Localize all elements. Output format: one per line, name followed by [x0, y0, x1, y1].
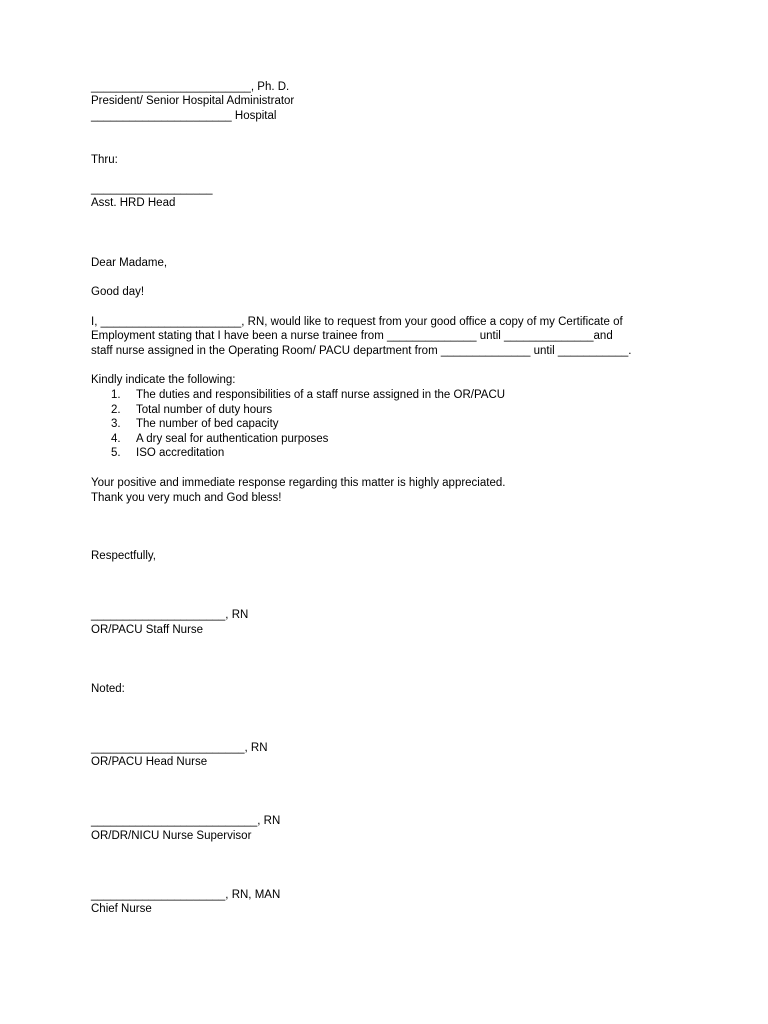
list-item: 1. The duties and responsibilities of a staff nurse assigned in the OR/PACU	[111, 389, 506, 401]
respectfully: Respectfully,	[91, 550, 156, 562]
list-item: 3. The number of bed capacity	[111, 418, 279, 430]
noted-label: Noted:	[91, 683, 125, 695]
thru-label: Thru:	[91, 154, 118, 166]
list-item: 4. A dry seal for authentication purposes	[111, 433, 329, 445]
supervisor-title: OR/DR/NICU Nurse Supervisor	[91, 830, 252, 842]
body-line-1: I, ______________________, RN, would like to request from your good office a copy of my Certificate of	[91, 316, 623, 328]
salutation: Dear Madame,	[91, 257, 168, 269]
closing-line-1: Your positive and immediate response regarding this matter is highly appreciated.	[91, 477, 506, 489]
list-item: 5. ISO accreditation	[111, 447, 225, 459]
head-nurse-signature-line: ________________________, RN	[91, 742, 268, 754]
body-line-2: Employment stating that I have been a nurse trainee from ______________ until ______________and	[91, 330, 613, 342]
list-item: 2. Total number of duty hours	[111, 404, 273, 416]
chief-nurse-title: Chief Nurse	[91, 903, 152, 915]
chief-nurse-signature-line: _____________________, RN, MAN	[91, 889, 281, 901]
thru-name-line: ___________________	[91, 183, 213, 195]
staff-nurse-title: OR/PACU Staff Nurse	[91, 624, 204, 636]
addressee-hospital-line: ______________________ Hospital	[91, 110, 277, 122]
closing-line-2: Thank you very much and God bless!	[91, 492, 282, 504]
head-nurse-title: OR/PACU Head Nurse	[91, 756, 208, 768]
supervisor-signature-line: __________________________, RN	[91, 815, 281, 827]
body-line-3: staff nurse assigned in the Operating Room/ PACU department from ______________ until ___________.	[91, 345, 632, 357]
thru-title: Asst. HRD Head	[91, 197, 176, 209]
addressee-title: President/ Senior Hospital Administrator	[91, 95, 295, 107]
list-intro: Kindly indicate the following:	[91, 374, 236, 386]
staff-nurse-signature-line: _____________________, RN	[91, 609, 249, 621]
greeting: Good day!	[91, 286, 145, 298]
addressee-name-line: _________________________, Ph. D.	[91, 81, 290, 93]
